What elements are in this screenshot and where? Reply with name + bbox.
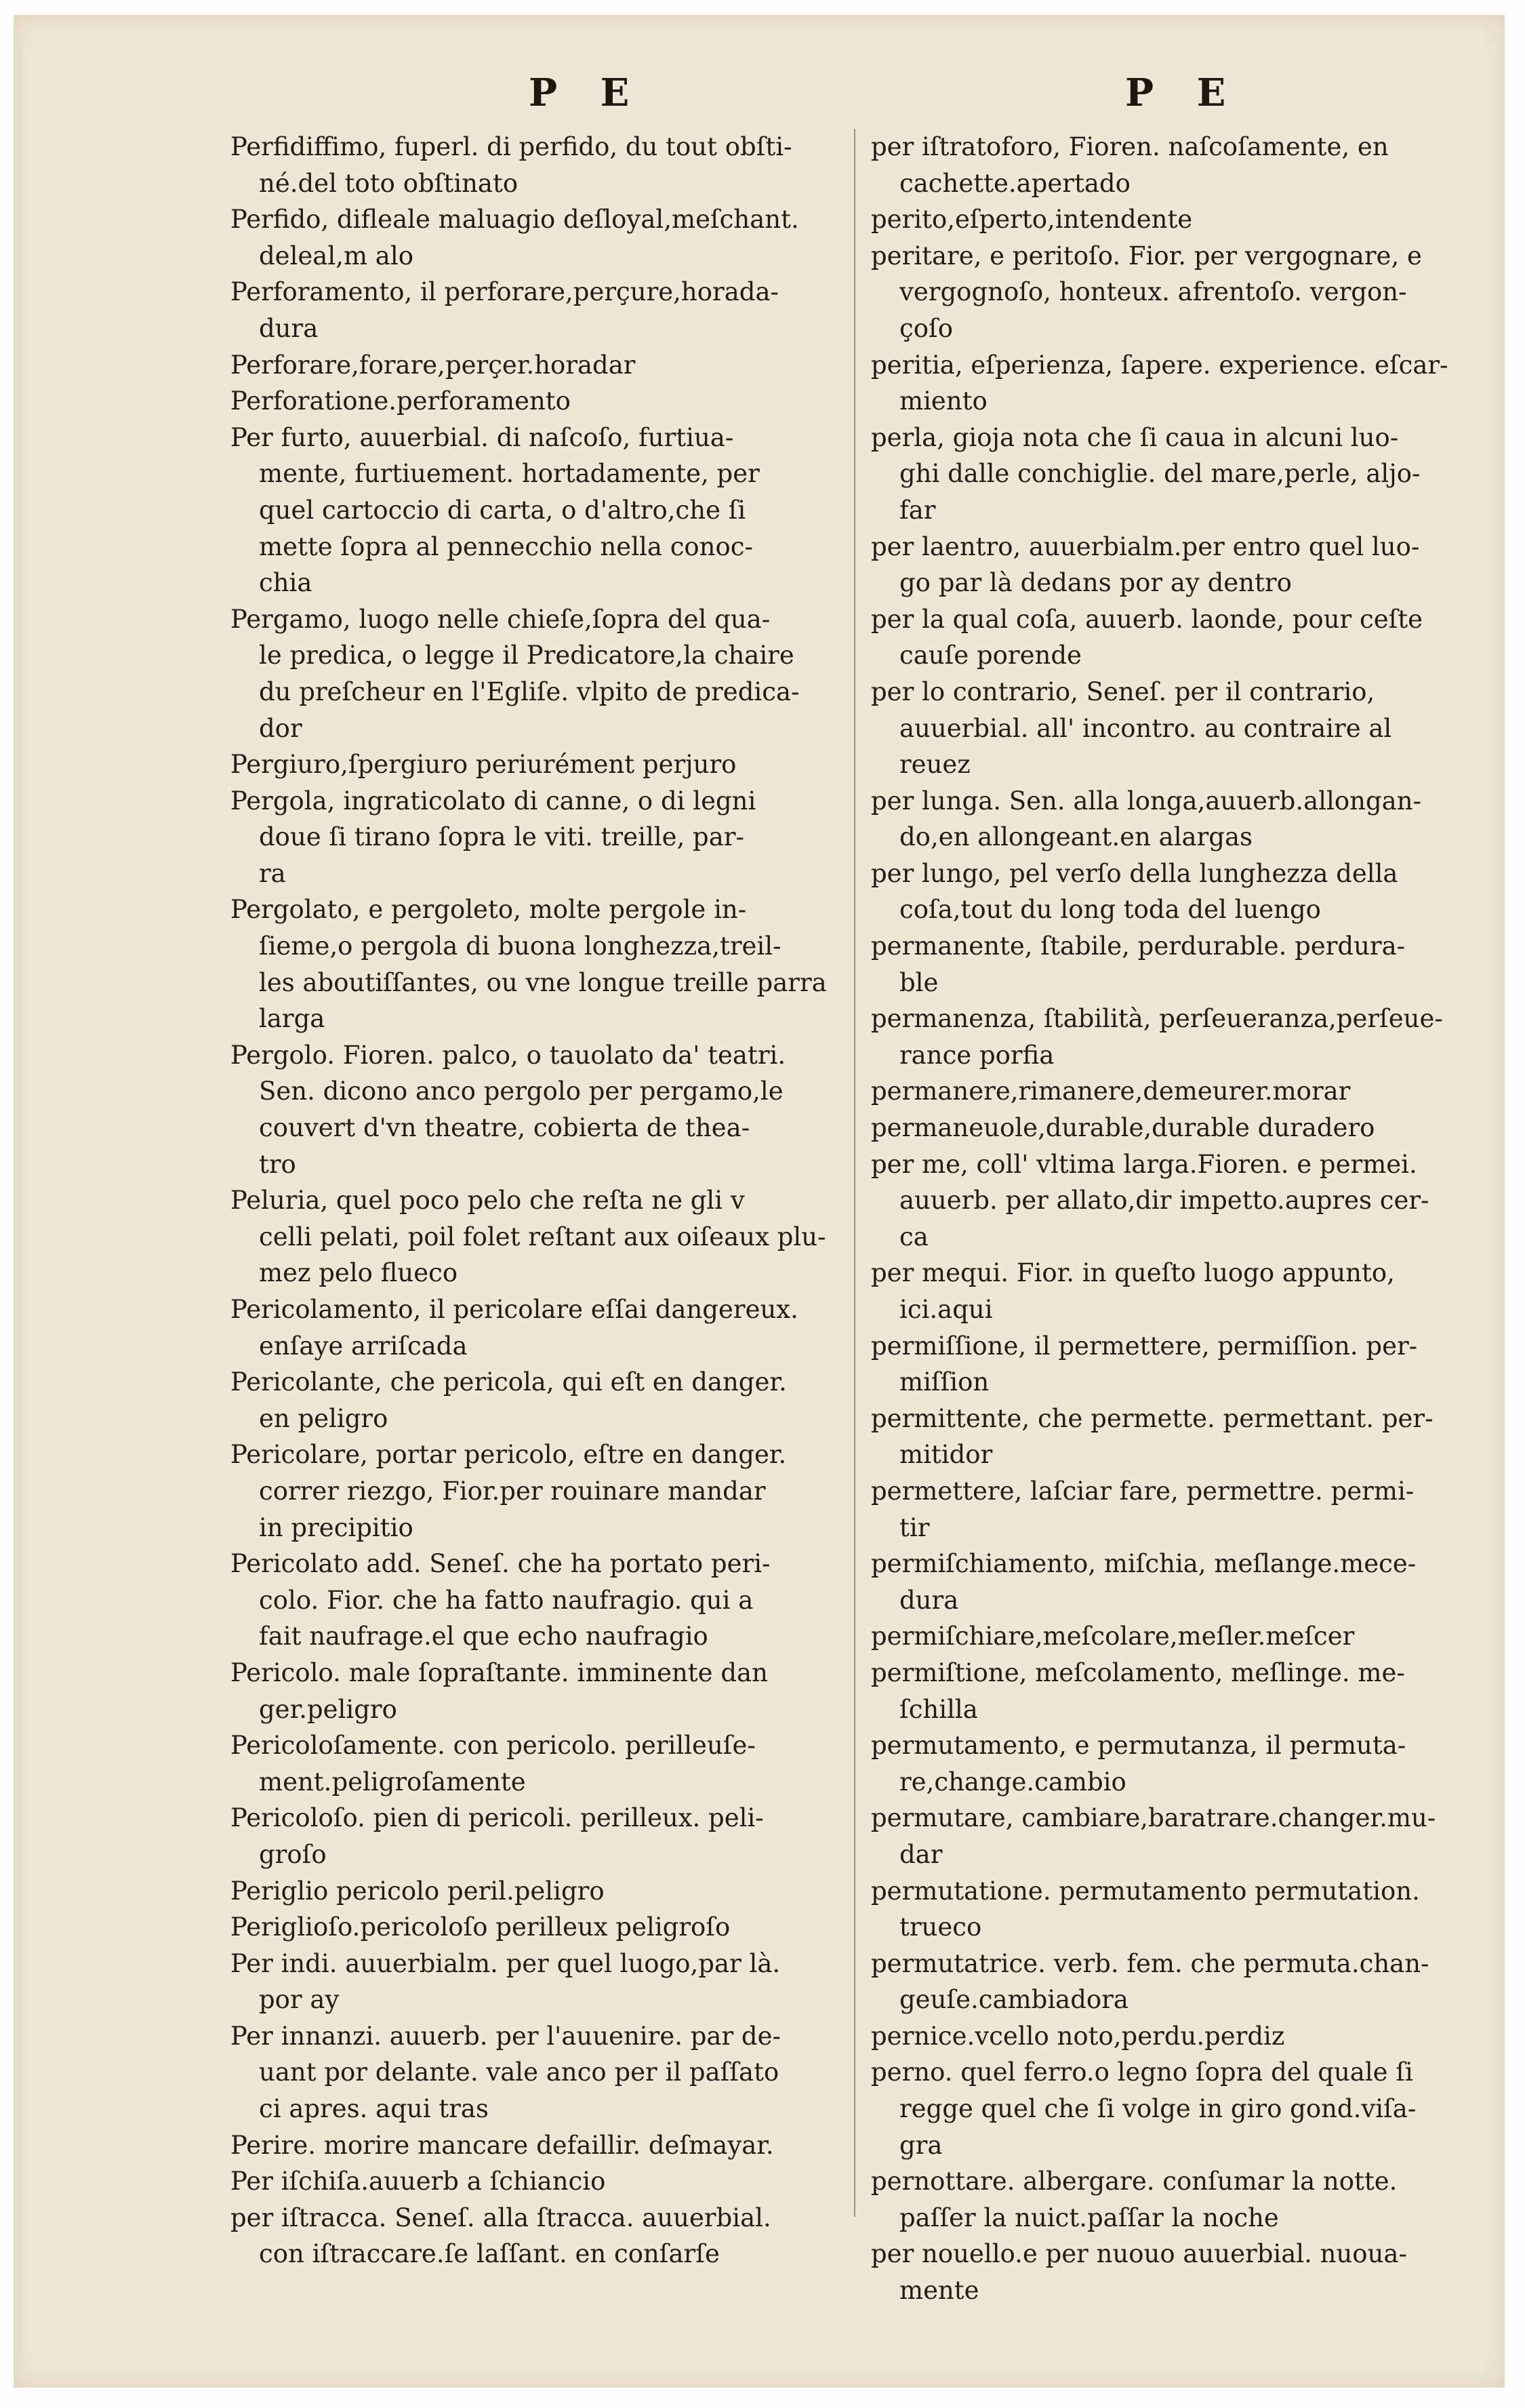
dictionary-entry: permanente, ſtabile, perdurable. perdura- ble (871, 931, 1406, 997)
dictionary-entry: permanenza, ſtabilità, perſeueranza,perſeue- rance porfia (871, 1004, 1443, 1070)
running-header-right: P E (1125, 71, 1241, 115)
dictionary-entry: Per innanzi. auuerb. per l'auuenire. par de- uant por delante. vale anco per il paſſato ci apres. aqui tras (230, 2021, 781, 2124)
dictionary-entry: per lunga. Sen. alla longa,auuerb.allongan- do,en allongeant.en alargas (871, 786, 1422, 852)
running-header-left: P E (529, 71, 645, 115)
dictionary-entry: perito,eſperto,intendente (871, 205, 1193, 235)
dictionary-entry: Pericoloſo. pien di pericoli. perilleux. peli- groſo (230, 1803, 764, 1869)
dictionary-entry: permiſſione, il permettere, permiſſion. per- miſſion (871, 1331, 1418, 1397)
dictionary-entry: permutamento, e permutanza, il permuta- re,change.cambio (871, 1731, 1406, 1797)
dictionary-entry: permiſtione, meſcolamento, meſlinge. me- ſchilla (871, 1658, 1405, 1724)
dictionary-entry: per la qual coſa, auuerb. laonde, pour ceſte cauſe porende (871, 604, 1423, 670)
dictionary-entry: permiſchiare,meſcolare,meſler.meſcer (871, 1622, 1355, 1651)
dictionary-entry: Pericolante, che pericola, qui eſt en danger. en peligro (230, 1367, 787, 1433)
dictionary-entry: Pericolato add. Seneſ. che ha portato peri- colo. Fior. che ha fatto naufragio. qui a fait naufrage.el que echo naufragio (230, 1549, 771, 1651)
dictionary-entry: Per iſchiſa.auuerb a ſchiancio (230, 2167, 606, 2196)
dictionary-entry: Pericolare, portar pericolo, eſtre en danger. correr riezgo, Fior.per rouinare mandar in precipitio (230, 1440, 787, 1542)
dictionary-entry: Peluria, quel poco pelo che reſta ne gli v celli pelati, poil folet reſtant aux oiſeaux plu- mez pelo flueco (230, 1186, 826, 1288)
dictionary-entry: Per indi. auuerbialm. per quel luogo,par là. por ay (230, 1948, 781, 2015)
dictionary-entry: per nouello.e per nuouo auuerbial. nuoua- mente (871, 2239, 1407, 2306)
dictionary-entry: permettere, laſciar fare, permettre. permi- tir (871, 1476, 1415, 1542)
dictionary-entry: permutatrice. verb. fem. che permuta.chan- geuſe.cambiadora (871, 1948, 1429, 2015)
dictionary-entry: Pericolo. male ſopraſtante. imminente dan ger.peligro (230, 1658, 768, 1724)
book-page (14, 15, 1505, 2388)
dictionary-entry: per me, coll' vltima larga.Fioren. e permei. auuerb. per allato,dir impetto.aupres cer- ca (871, 1149, 1429, 1251)
dictionary-entry: per lo contrario, Seneſ. per il contrario, auuerbial. all' incontro. au contraire al reuez (871, 677, 1392, 780)
dictionary-entry: Perforatione.perforamento (230, 386, 571, 416)
dictionary-entry: per iſtracca. Seneſ. alla ſtracca. auuerbial. con iſtraccare.ſe laſſant. en conſarſe (230, 2203, 771, 2269)
dictionary-entry: Perire. morire mancare defaillir. deſmayar. (230, 2130, 774, 2160)
dictionary-entry: pernottare. albergare. conſumar la notte. paſſer la nuict.paſſar la noche (871, 2167, 1398, 2232)
dictionary-entry: permiſchiamento, miſchia, meſlange.mece- dura (871, 1549, 1417, 1615)
dictionary-entry: permutatione. permutamento permutation. trueco (871, 1876, 1420, 1942)
dictionary-entry: Pergolo. Fioren. palco, o tauolato da' teatri. Sen. dicono anco pergolo per pergamo,le couvert d'vn theatre, cobierta de thea- tro (230, 1040, 786, 1179)
dictionary-entry: permanere,rimanere,demeurer.morar (871, 1077, 1351, 1106)
column-divider (854, 129, 855, 2217)
dictionary-entry: perla, gioja nota che ſi caua in alcuni luo- ghi dalle conchiglie. del mare,perle, aljo- far (871, 422, 1421, 525)
dictionary-entry: peritare, e peritoſo. Fior. per vergognare, e vergognoſo, honteux. afrentoſo. vergon- çoſo (871, 241, 1422, 343)
dictionary-entry: Pericolamento, il pericolare eſſai dangereux. enſaye arriſcada (230, 1295, 798, 1361)
dictionary-entry: perno. quel ferro.o legno ſopra del quale ſi regge quel che ſi volge in giro gond.viſa- gra (871, 2058, 1417, 2160)
dictionary-entry: per iſtratoforo, Fioren. naſcoſamente, en cachette.apertado (871, 132, 1389, 198)
dictionary-entry: peritia, eſperienza, ſapere. experience. eſcar- miento (871, 350, 1448, 416)
dictionary-entry: Perfido, difleale maluagio deſloyal,meſchant. deleal,m alo (230, 205, 799, 270)
dictionary-entry: permutare, cambiare,baratrare.changer.mu- dar (871, 1803, 1436, 1869)
dictionary-entry: Pergamo, luogo nelle chieſe,ſopra del qua- le predica, o legge il Predicatore,la chaire du preſcheur en l'Egliſe. vlpito de predica- dor (230, 604, 800, 743)
dictionary-entry: per laentro, auuerbialm.per entro quel luo- go par là dedans por ay dentro (871, 531, 1420, 598)
dictionary-entry: per mequi. Fior. in queſto luogo appunto, ici.aqui (871, 1258, 1395, 1324)
dictionary-entry: Perfidiffimo, fuperl. di perfido, du tout obſti- né.del toto obſtinato (230, 132, 792, 198)
dictionary-entry: Pericoloſamente. con pericolo. perilleuſe- ment.peligroſamente (230, 1731, 756, 1797)
dictionary-entry: pernice.vcello noto,perdu.perdiz (871, 2021, 1285, 2051)
dictionary-column-left (230, 129, 844, 2272)
dictionary-entry: permittente, che permette. permettant. per- mitidor (871, 1403, 1434, 1470)
dictionary-entry: Pergiuro,ſpergiuro periurément perjuro (230, 750, 737, 780)
dictionary-entry: Pergola, ingraticolato di canne, o di legni doue ſi tirano ſopra le viti. treille, par- ra (230, 786, 756, 888)
dictionary-column-right (871, 129, 1501, 2309)
dictionary-entry: per lungo, pel verſo della lunghezza della coſa,tout du long toda del luengo (871, 858, 1398, 925)
dictionary-entry: permaneuole,durable,durable duradero (871, 1113, 1375, 1143)
dictionary-entry: Per furto, auuerbial. di naſcoſo, furtiua- mente, furtiuement. hortadamente, per quel cartoccio di carta, o d'altro,che ſi mette ſopra al pennecchio nella conoc- chia (230, 422, 760, 598)
dictionary-entry: Perforamento, il perforare,perçure,horada- dura (230, 277, 779, 343)
dictionary-entry: Periglioſo.pericoloſo perilleux peligroſo (230, 1912, 731, 1942)
dictionary-entry: Perforare,forare,perçer.horadar (230, 350, 636, 380)
dictionary-entry: Periglio pericolo peril.peligro (230, 1876, 605, 1906)
dictionary-entry: Pergolato, e pergoleto, molte pergole in- ſieme,o pergola di buona longhezza,treil- les aboutiſſantes, ou vne longue treille parra larga (230, 895, 827, 1034)
